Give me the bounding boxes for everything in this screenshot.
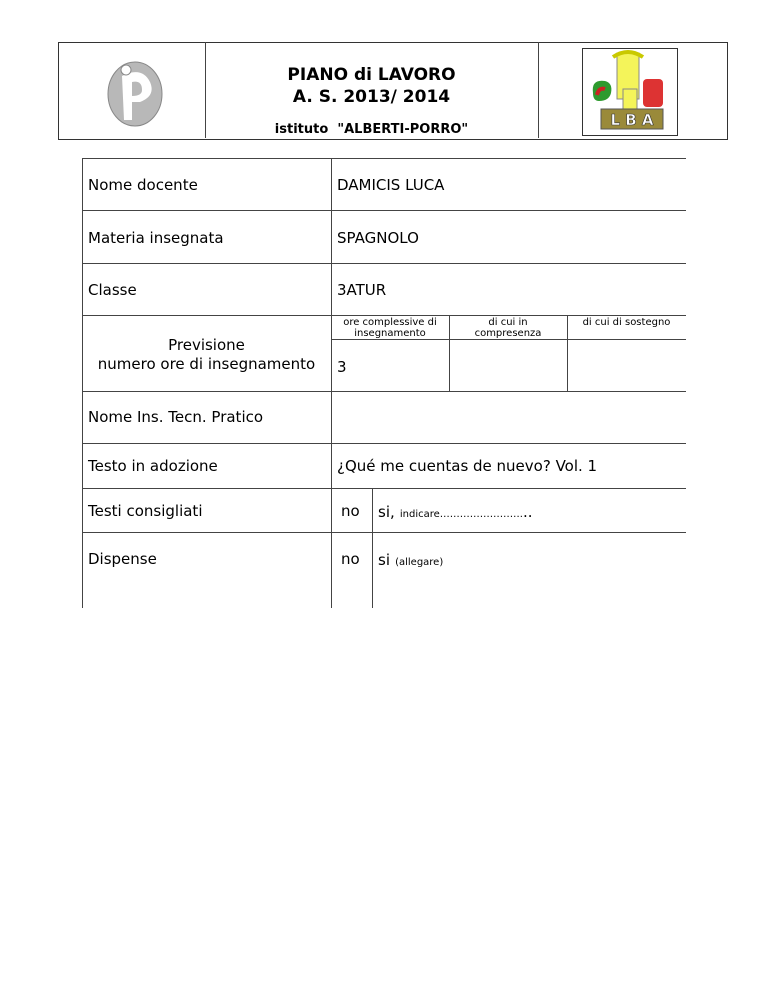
docente-value: DAMICIS LUCA (337, 176, 445, 194)
docente-label: Nome docente (88, 176, 198, 194)
document-title-line2: A. S. 2013/ 2014 (292, 87, 451, 107)
document-title-line1: PIANO di LAVORO (287, 65, 456, 85)
dispense-no: no (341, 550, 360, 568)
table-column-divider (331, 158, 332, 608)
consigliati-label: Testi consigliati (88, 502, 203, 520)
school-logo-right (582, 48, 678, 136)
row-line-5 (82, 443, 686, 444)
row-line-4 (82, 391, 686, 392)
consigliati-tail: .. (522, 503, 533, 521)
dispense-si: si (378, 551, 390, 569)
previsione-label-2: numero ore di insegnamento (97, 355, 316, 373)
classe-label: Classe (88, 281, 137, 299)
compresenza-header: di cui in compresenza (474, 317, 542, 339)
consigliati-si: si, (378, 503, 395, 521)
ore-complessive-header: ore complessive di insegnamento (343, 317, 437, 339)
consigliati-si-note: indicare……………………. (399, 509, 523, 520)
institute-name: istituto "ALBERTI-PORRO" (274, 122, 469, 137)
consigliati-no: no (341, 502, 360, 520)
logo-right-letters: L B A (610, 111, 654, 129)
ore-complessive-value: 3 (337, 358, 347, 376)
row-line-2 (82, 263, 686, 264)
materia-value: SPAGNOLO (337, 229, 419, 247)
dispense-label: Dispense (88, 550, 157, 568)
itp-label: Nome Ins. Tecn. Pratico (88, 408, 264, 426)
row-line-top (82, 158, 686, 159)
row-line-7 (82, 532, 686, 533)
previsione-label-1: Previsione (168, 336, 245, 354)
materia-label: Materia insegnata (88, 229, 224, 247)
testo-label: Testo in adozione (88, 457, 218, 475)
row-line-6 (82, 488, 686, 489)
classe-value: 3ATUR (337, 281, 387, 299)
row-line-1 (82, 210, 686, 211)
testo-value: ¿Qué me cuentas de nuevo? Vol. 1 (337, 457, 598, 475)
school-logo-left (102, 56, 168, 128)
sostegno-header: di cui di sostegno (582, 317, 671, 328)
dispense-si-note: (allegare) (395, 557, 444, 568)
consigliati-divider (372, 488, 373, 608)
row-line-3 (82, 315, 686, 316)
table-left-border (82, 158, 83, 608)
row-line-prev-sub (331, 339, 686, 340)
header-divider-right (538, 42, 539, 138)
